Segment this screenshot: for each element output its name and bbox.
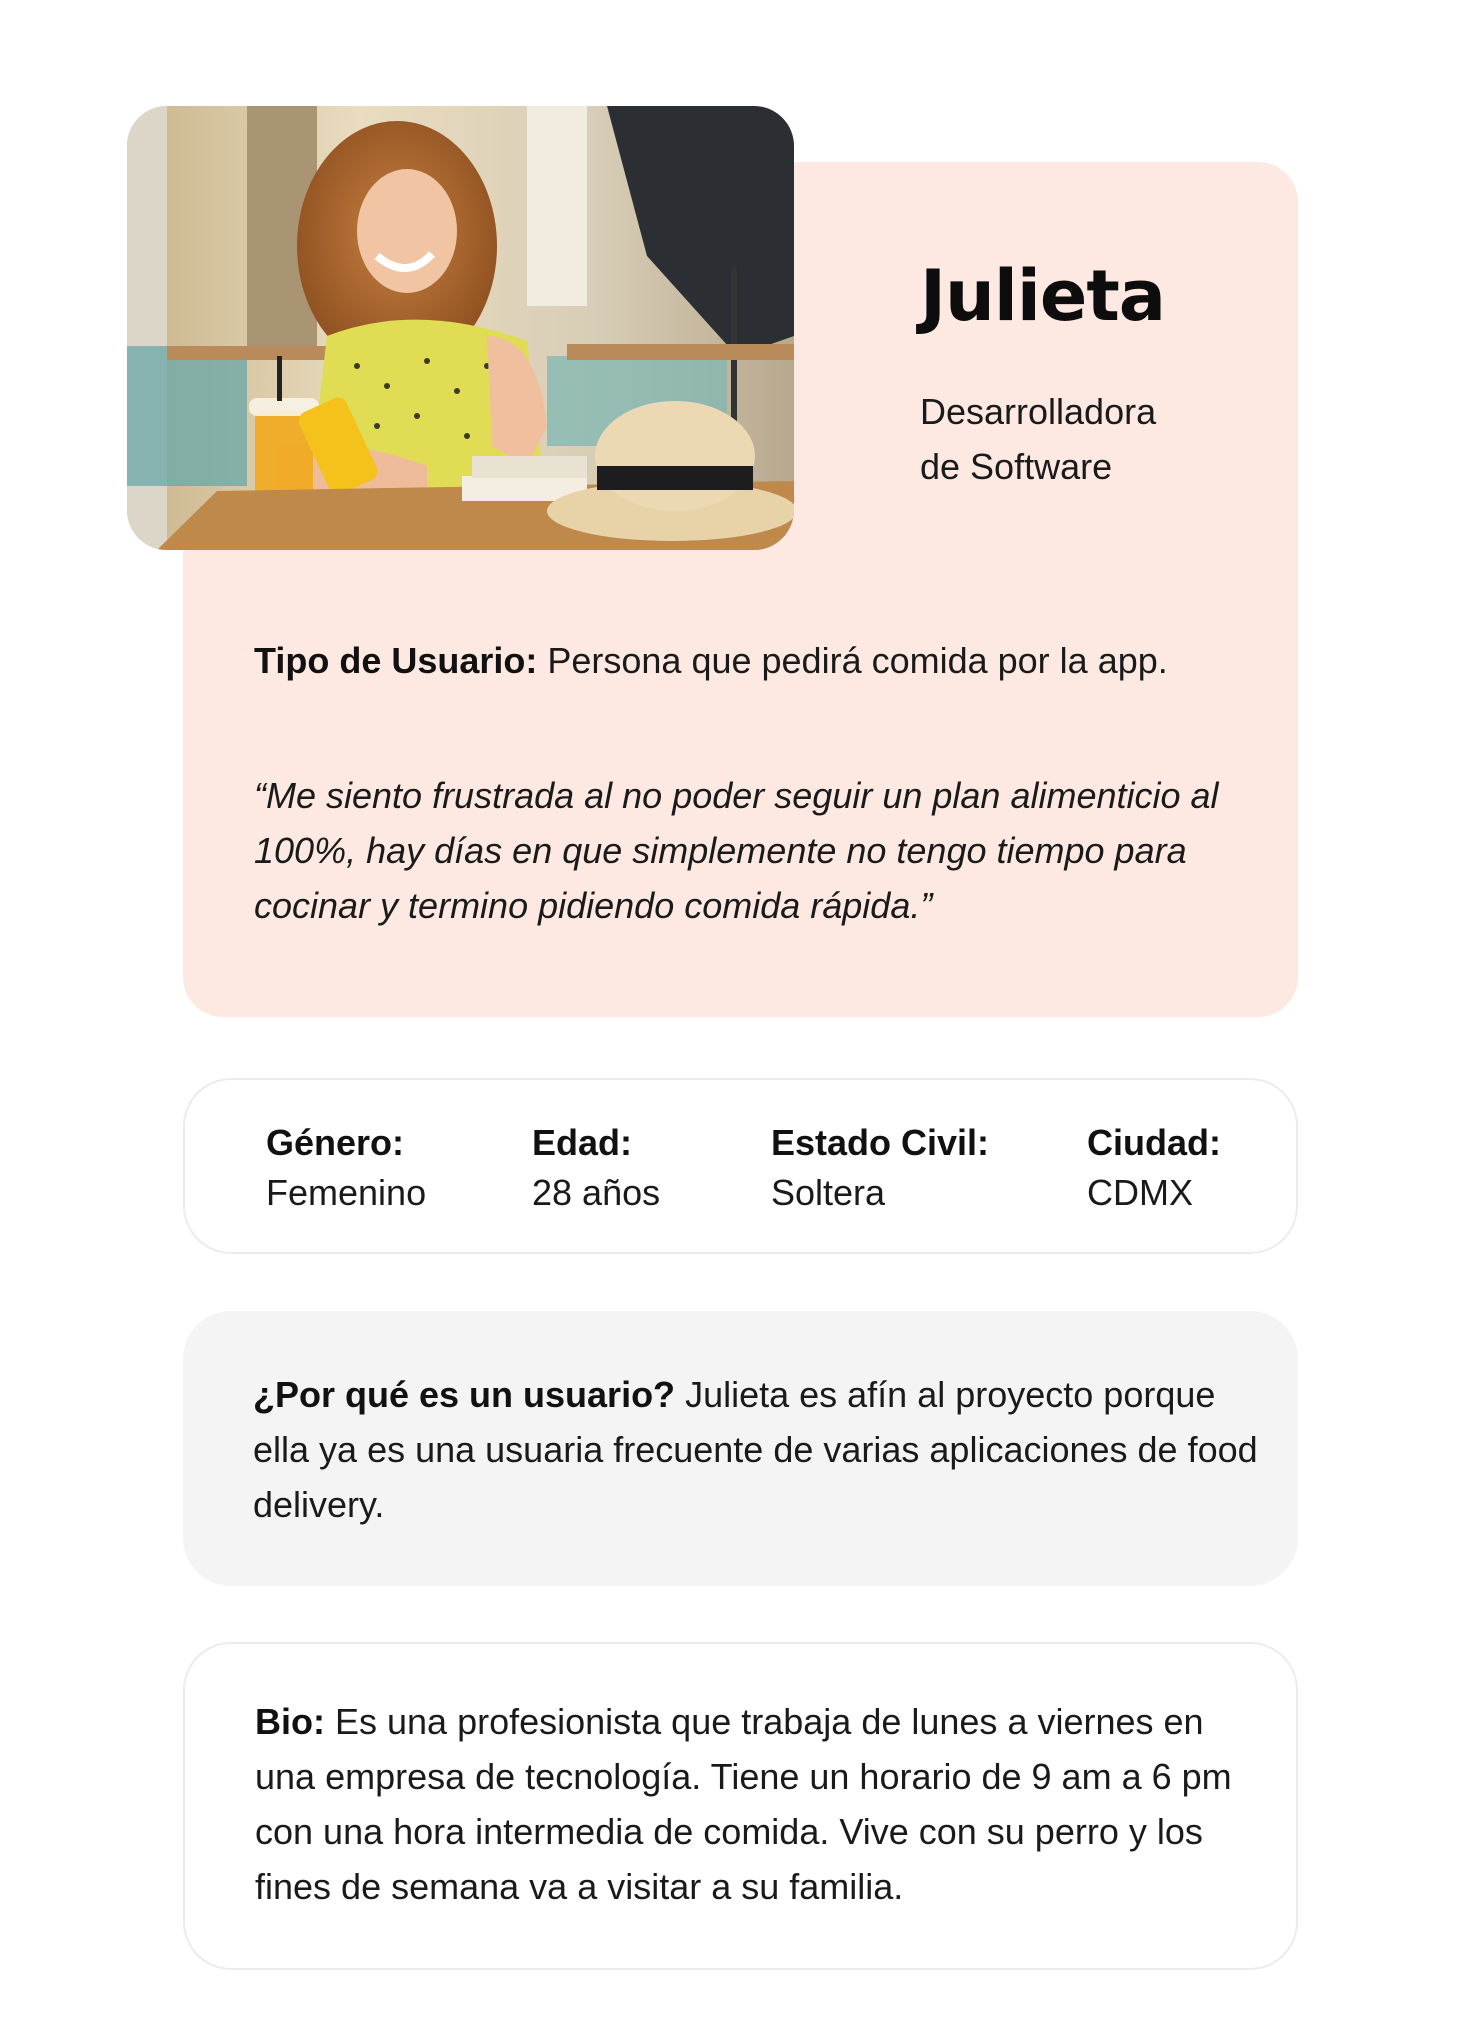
bio-text	[255, 1694, 1245, 1914]
persona-name: Julieta	[920, 255, 1166, 337]
user-type-label: Tipo de Usuario:	[254, 640, 538, 681]
user-type	[254, 633, 1274, 688]
stat-city	[1087, 1118, 1221, 1218]
stat-label: Edad:	[532, 1122, 633, 1163]
user-type-text: Persona que pedirá comida por la app.	[537, 640, 1168, 681]
stat-label: Género:	[266, 1122, 405, 1163]
stat-value: Soltera	[771, 1172, 886, 1213]
stat-value: Femenino	[266, 1172, 427, 1213]
stat-label: Ciudad:	[1087, 1122, 1221, 1163]
role-line-2: de Software	[920, 446, 1113, 487]
stat-value: 28 años	[532, 1172, 661, 1213]
role-line-1: Desarrolladora	[920, 391, 1157, 432]
stat-value: CDMX	[1087, 1172, 1193, 1213]
bio-body: Es una profesionista que trabaja de lunes a viernes en una empresa de tecnología. Tiene un horario de 9 am a 6 pm con una hora intermedia de comida. Vive con su perro y los fines de semana va a visitar a su familia.	[255, 1701, 1232, 1907]
persona-role	[920, 384, 1250, 494]
why-user-label: ¿Por qué es un usuario?	[253, 1374, 676, 1415]
why-user-text	[253, 1367, 1263, 1532]
stat-label: Estado Civil:	[771, 1122, 990, 1163]
why-user-body: Julieta es afín al proyecto porque ella ya es una usuaria frecuente de varias aplicaciones de food delivery.	[253, 1374, 1258, 1525]
why-user-card	[183, 1311, 1298, 1586]
stat-age	[532, 1118, 660, 1218]
bio-card	[183, 1642, 1298, 1970]
persona-quote: “Me siento frustrada al no poder seguir un plan alimenticio al 100%, hay días en que simplemente no tengo tiempo para cocinar y termino pidiendo comida rápida.”	[254, 775, 1219, 926]
bio-label: Bio:	[255, 1701, 325, 1742]
persona-photo	[127, 106, 794, 550]
stat-gender	[266, 1118, 426, 1218]
demographics-card	[183, 1078, 1298, 1254]
stat-marital-status	[771, 1118, 989, 1218]
